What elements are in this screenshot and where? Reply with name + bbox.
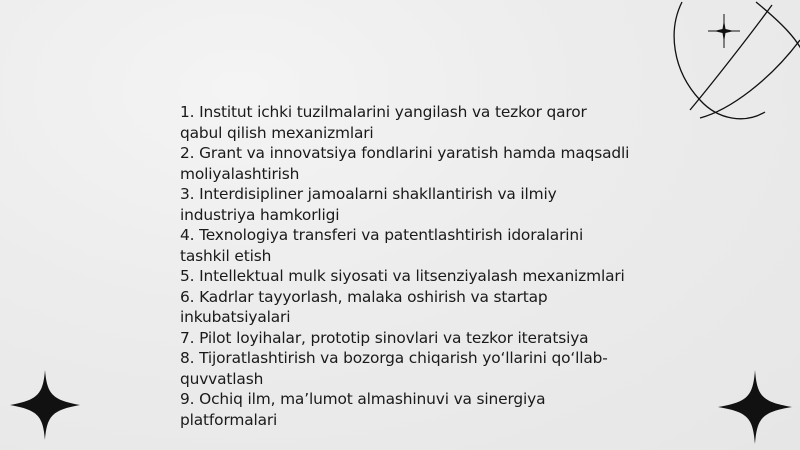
list-item: 3. Interdisipliner jamoalarni shakllantirish va ilmiy industriya hamkorligi [180, 185, 557, 224]
list-item: 4. Texnologiya transferi va patentlashtirish idoralarini tashkil etish [180, 226, 584, 265]
list-item: 6. Kadrlar tayyorlash, malaka oshirish va startap inkubatsiyalari [180, 287, 548, 326]
list-item: 7. Pilot loyihalar, prototip sinovlari va tezkor iteratsiya [180, 328, 589, 347]
four-point-star-icon [718, 370, 792, 444]
list-item: 2. Grant va innovatsiya fondlarini yaratish hamda maqsadli moliyalashtirish [180, 144, 630, 183]
four-point-star-icon [10, 370, 80, 440]
sparkle-icon [708, 14, 740, 48]
list-item: 9. Ochiq ilm, ma’lumot almashinuvi va sinergiya platformalari [180, 390, 546, 429]
list-item: 8. Tijoratlashtirish va bozorga chiqarish yo‘llarini qo‘llab-quvvatlash [180, 349, 608, 388]
orbit-lines-icon [660, 0, 800, 130]
numbered-list [180, 102, 630, 430]
list-item: 5. Intellektual mulk siyosati va litsenziyalash mexanizmlari [180, 267, 625, 285]
list-item: 1. Institut ichki tuzilmalarini yangilash va tezkor qaror qabul qilish mexanizmlari [180, 103, 587, 142]
